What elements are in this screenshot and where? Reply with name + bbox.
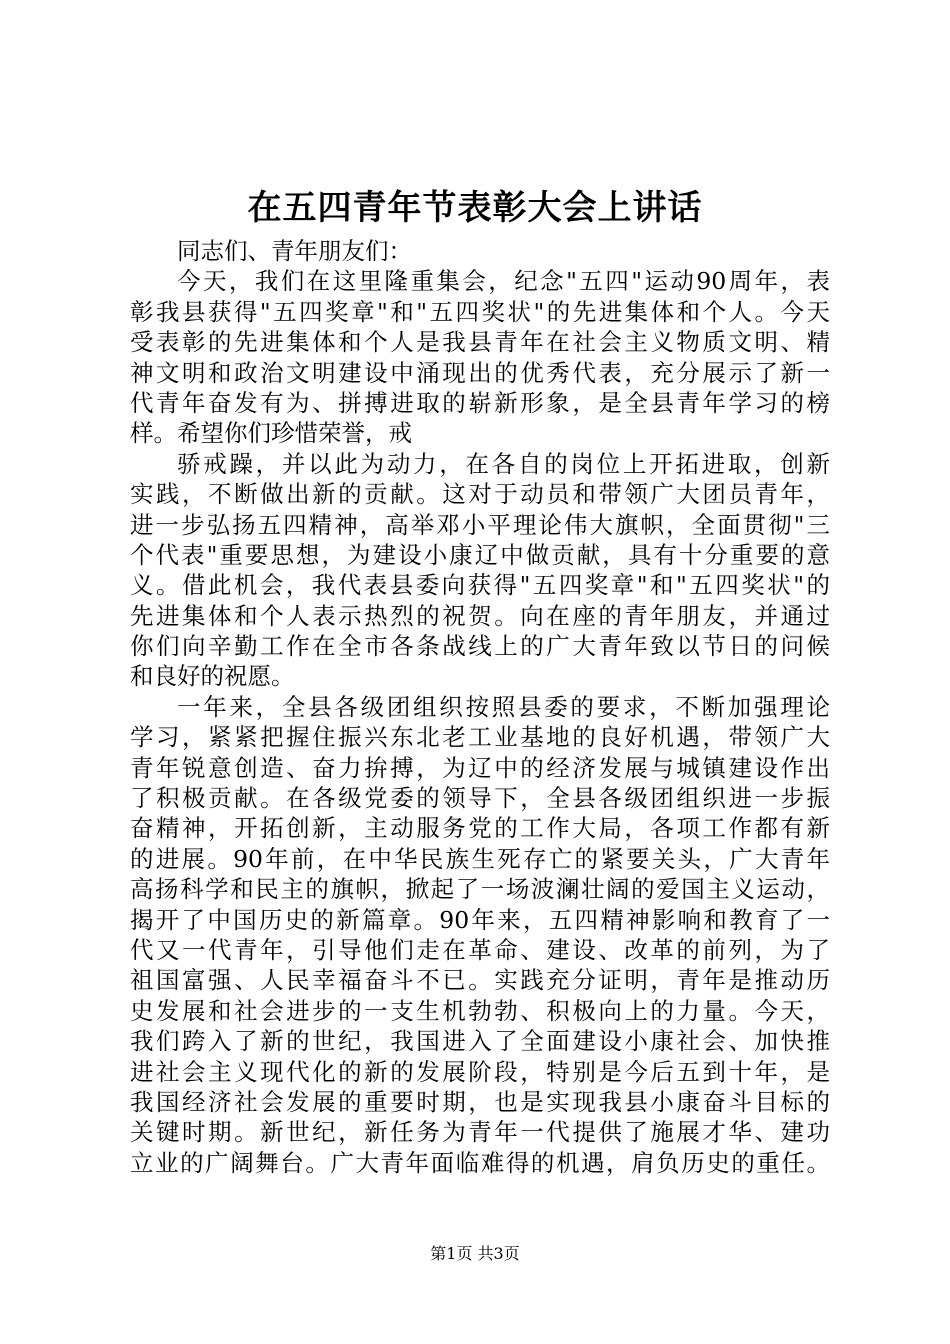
body-line: 奋精神，开拓创新，主动服务党的工作大局，各项工作都有新: [130, 814, 830, 843]
body-line: 一年来，全县各级团组织按照县委的要求，不断加强理论: [177, 692, 830, 721]
document-title: 在五四青年节表彰大会上讲话: [247, 188, 703, 228]
body-line: 样。希望你们珍惜荣誉，戒: [130, 419, 412, 448]
body-line: 骄戒躁，并以此为动力，在各自的岗位上开拓进取，创新: [177, 449, 830, 478]
body-line: 高扬科学和民主的旗帜，掀起了一场波澜壮阔的爱国主义运动，: [130, 875, 830, 904]
body-line: 义。借此机会，我代表县委向获得"五四奖章"和"五四奖状"的: [130, 571, 830, 600]
body-line: 进一步弘扬五四精神，高举邓小平理论伟大旗帜，全面贯彻"三: [130, 510, 830, 539]
body-line: 祖国富强、人民幸福奋斗不已。实践充分证明，青年是推动历: [130, 966, 830, 995]
page-footer: 第1页 共3页: [430, 1244, 520, 1263]
body-line: 实践，不断做出新的贡献。这对于动员和带领广大团员青年，: [130, 480, 830, 509]
body-line: 今天，我们在这里隆重集会，纪念"五四"运动90周年，表: [177, 267, 830, 296]
body-line: 我们跨入了新的世纪，我国进入了全面建设小康社会、加快推: [130, 1027, 830, 1056]
body-line: 青年锐意创造、奋力拚搏，为辽中的经济发展与城镇建设作出: [130, 753, 830, 782]
body-line: 彰我县获得"五四奖章"和"五四奖状"的先进集体和个人。今天: [130, 297, 830, 326]
body-line: 了积极贡献。在各级党委的领导下，全县各级团组织进一步振: [130, 784, 830, 813]
body-line: 的进展。90年前，在中华民族生死存亡的紧要关头，广大青年: [130, 844, 830, 873]
body-line: 个代表"重要思想，为建设小康辽中做贡献，具有十分重要的意: [130, 540, 830, 569]
body-line: 学习，紧紧把握住振兴东北老工业基地的良好机遇，带领广大: [130, 723, 830, 752]
body-line: 进社会主义现代化的新的发展阶段，特别是今后五到十年，是: [130, 1057, 830, 1086]
body-line: 同志们、青年朋友们：: [177, 237, 412, 265]
body-line: 立业的广阔舞台。广大青年面临难得的机遇，肩负历史的重任。: [130, 1148, 830, 1177]
body-line: 和良好的祝愿。: [130, 662, 295, 691]
body-line: 揭开了中国历史的新篇章。90年来，五四精神影响和教育了一: [130, 905, 830, 934]
body-line: 代青年奋发有为、拼搏进取的崭新形象，是全县青年学习的榜: [130, 388, 830, 417]
body-line: 先进集体和个人表示热烈的祝贺。向在座的青年朋友，并通过: [130, 601, 830, 630]
body-line: 神文明和政治文明建设中涌现出的优秀代表，充分展示了新一: [130, 358, 830, 387]
body-line: 你们向辛勤工作在全市各条战线上的广大青年致以节日的问候: [130, 632, 830, 661]
body-line: 受表彰的先进集体和个人是我县青年在社会主义物质文明、精: [130, 328, 830, 357]
body-line: 我国经济社会发展的重要时期，也是实现我县小康奋斗目标的: [130, 1087, 830, 1116]
body-line: 史发展和社会进步的一支生机勃勃、积极向上的力量。今天，: [130, 996, 830, 1025]
body-line: 代又一代青年，引导他们走在革命、建设、改革的前列，为了: [130, 935, 830, 964]
body-line: 关键时期。新世纪，新任务为青年一代提供了施展才华、建功: [130, 1118, 830, 1147]
document-body: [130, 236, 830, 1178]
